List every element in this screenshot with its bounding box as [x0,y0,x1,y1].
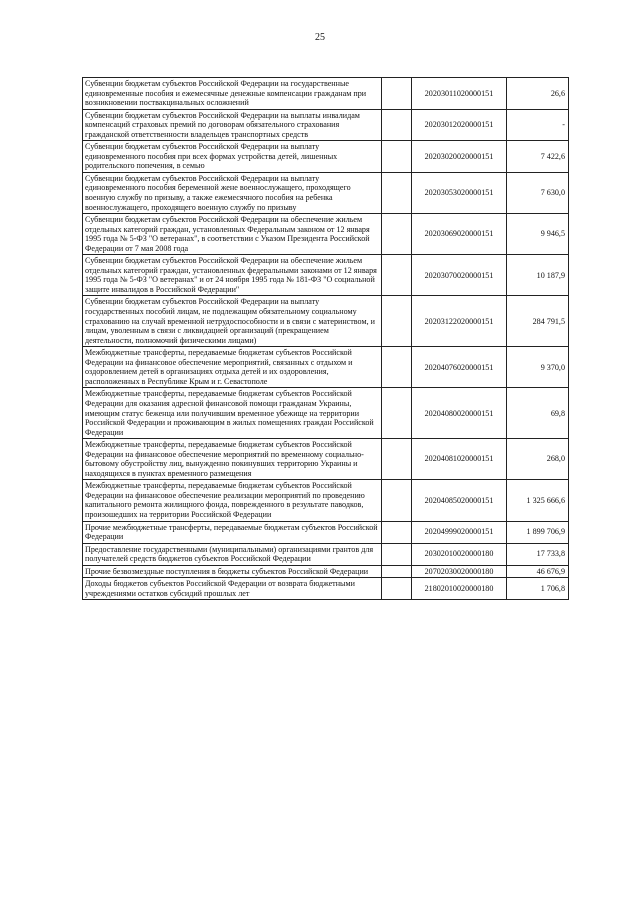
row-budget-code: 20204081020000151 [412,439,507,480]
row-description: Межбюджетные трансферты, передаваемые бюджетам субъектов Российской Федерации для оказания адресной финансовой помощи гражданам Украины, имеющим статус беженца или получившим временное убежище на территории Российской Федерации и проживающим в жилых помещениях граждан Российской Федерации [83,388,382,439]
row-budget-code: 21802010020000180 [412,578,507,600]
row-blank-cell [382,141,412,173]
row-blank-cell [382,439,412,480]
table-row [83,78,569,110]
row-description: Предоставление государственными (муниципальными) организациями грантов для получателей средств бюджетов субъектов Российской Федерации [83,543,382,565]
row-budget-code: 20203011020000151 [412,78,507,110]
row-description: Субвенции бюджетам субъектов Российской Федерации на выплату единовременного пособия беременной жене военнослужащего, проходящего военную службу по призыву, а также ежемесячного пособия на ребенка военнослужащего, проходящего военную службу по призыву [83,172,382,213]
row-budget-code: 20203053020000151 [412,172,507,213]
row-budget-code: 20203070020000151 [412,255,507,296]
row-blank-cell [382,109,412,141]
table-row [83,578,569,600]
row-budget-code: 20203012020000151 [412,109,507,141]
table-row [83,347,569,388]
table-row [83,296,569,347]
row-description: Прочие безвозмездные поступления в бюджеты субъектов Российской Федерации [83,565,382,578]
row-amount: 284 791,5 [507,296,569,347]
row-amount: 69,8 [507,388,569,439]
row-description: Межбюджетные трансферты, передаваемые бюджетам субъектов Российской Федерации на финансовое обеспечение реализации мероприятий по проведению капитального ремонта жилищного фонда, поврежденного в результате паводков, произошедших на территории Российской Федерации [83,480,382,521]
row-budget-code: 20203122020000151 [412,296,507,347]
row-budget-code: 20204076020000151 [412,347,507,388]
table-row [83,109,569,141]
row-description: Субвенции бюджетам субъектов Российской Федерации на обеспечение жильем отдельных категорий граждан, установленных Федеральным законом от 12 января 1995 года № 5-ФЗ "О ветеранах", в соответствии с Указом Президента Российской Федерации от 7 мая 2008 года [83,214,382,255]
table-row [83,388,569,439]
row-description: Доходы бюджетов субъектов Российской Федерации от возврата бюджетными учреждениями остатков субсидий прошлых лет [83,578,382,600]
row-description: Субвенции бюджетам субъектов Российской Федерации на выплату единовременного пособия при всех формах устройства детей, лишенных родительского попечения, в семью [83,141,382,173]
row-amount: - [507,109,569,141]
row-amount: 9 946,5 [507,214,569,255]
row-description: Субвенции бюджетам субъектов Российской Федерации на выплату государственных пособий лицам, не подлежащим обязательному социальному страхованию на случай временной нетрудоспособности и в связи с материнством, и лицам, уволенным в связи с ликвидацией организаций (прекращением деятельности, полномочий физическими лицами) [83,296,382,347]
revenue-table [82,77,569,600]
row-blank-cell [382,388,412,439]
table-row [83,480,569,521]
table-row [83,172,569,213]
row-blank-cell [382,480,412,521]
row-description: Прочие межбюджетные трансферты, передаваемые бюджетам субъектов Российской Федерации [83,521,382,543]
row-amount: 9 370,0 [507,347,569,388]
row-amount: 46 676,9 [507,565,569,578]
row-blank-cell [382,172,412,213]
table-row [83,214,569,255]
row-amount: 268,0 [507,439,569,480]
row-budget-code: 20203020020000151 [412,141,507,173]
row-budget-code: 20204080020000151 [412,388,507,439]
page-number: 25 [315,32,325,43]
row-amount: 26,6 [507,78,569,110]
row-amount: 17 733,8 [507,543,569,565]
row-budget-code: 20302010020000180 [412,543,507,565]
row-blank-cell [382,214,412,255]
table-row [83,543,569,565]
row-description: Межбюджетные трансферты, передаваемые бюджетам субъектов Российской Федерации на финансовое обеспечение мероприятий, связанных с отдыхом и оздоровлением детей в организациях отдыха детей и их оздоровления, расположенных в Республике Крым и г. Севастополе [83,347,382,388]
row-amount: 10 187,9 [507,255,569,296]
row-amount: 1 706,8 [507,578,569,600]
row-blank-cell [382,543,412,565]
row-blank-cell [382,78,412,110]
row-description: Межбюджетные трансферты, передаваемые бюджетам субъектов Российской Федерации на финансовое обеспечение мероприятий по временному социально-бытовому обустройству лиц, вынужденно покинувших территорию Украины и находящихся в пунктах временного размещения [83,439,382,480]
row-budget-code: 20204085020000151 [412,480,507,521]
row-blank-cell [382,521,412,543]
table-row [83,255,569,296]
row-description: Субвенции бюджетам субъектов Российской Федерации на государственные единовременные пособия и ежемесячные денежные компенсации гражданам при возникновении поствакцинальных осложнений [83,78,382,110]
row-blank-cell [382,565,412,578]
table-row [83,439,569,480]
row-blank-cell [382,255,412,296]
row-budget-code: 20204999020000151 [412,521,507,543]
row-amount: 1 899 706,9 [507,521,569,543]
row-budget-code: 20702030020000180 [412,565,507,578]
table-row [83,141,569,173]
table-row [83,521,569,543]
table-row [83,565,569,578]
row-blank-cell [382,347,412,388]
row-blank-cell [382,296,412,347]
row-blank-cell [382,578,412,600]
row-description: Субвенции бюджетам субъектов Российской Федерации на обеспечение жильем отдельных категорий граждан, установленных федеральными законами от 12 января 1995 года № 5-ФЗ "О ветеранах" и от 24 ноября 1995 года № 181-ФЗ "О социальной защите инвалидов в Российской Федерации" [83,255,382,296]
row-amount: 7 422,6 [507,141,569,173]
row-budget-code: 20203069020000151 [412,214,507,255]
row-amount: 1 325 666,6 [507,480,569,521]
row-description: Субвенции бюджетам субъектов Российской Федерации на выплаты инвалидам компенсаций страховых премий по договорам обязательного страхования гражданской ответственности владельцев транспортных средств [83,109,382,141]
row-amount: 7 630,0 [507,172,569,213]
